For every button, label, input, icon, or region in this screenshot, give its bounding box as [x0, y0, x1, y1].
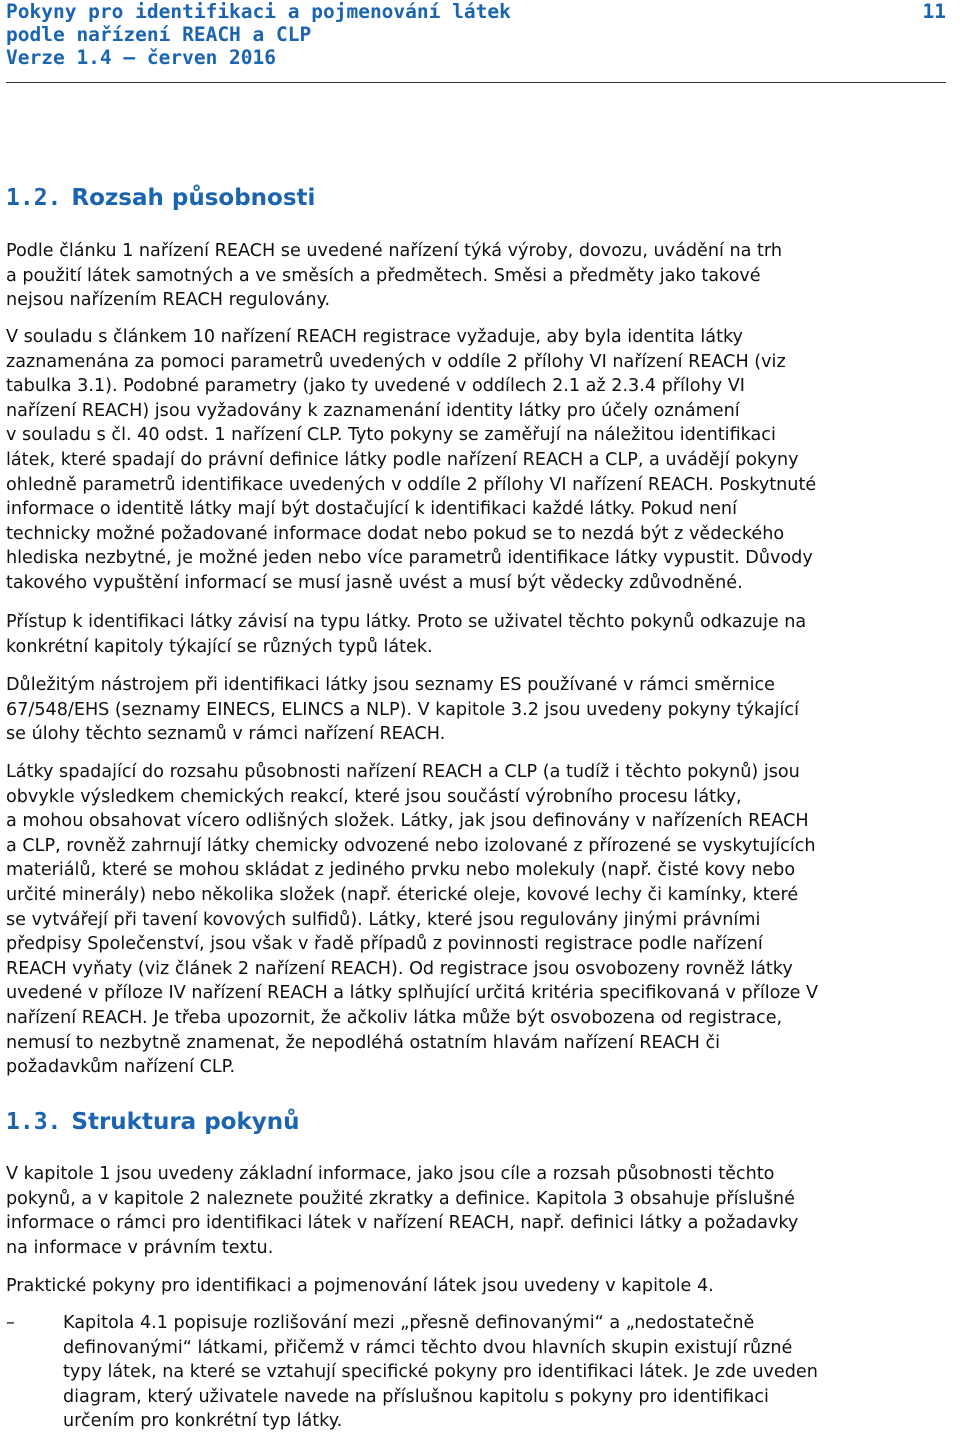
text-line: a použití látek samotných a ve směsích a předmětech. Směsi a předměty jako takové [6, 265, 761, 286]
text-line: se vytvářejí při tavení kovových sulfidů). Látky, které jsou regulovány jinými právními [6, 909, 761, 930]
text-line: se úlohy těchto seznamů v rámci nařízení REACH. [6, 724, 446, 745]
text-line: uvedené v příloze IV nařízení REACH a látky splňující určitá kritéria specifikovaná v příloze V [6, 983, 819, 1004]
text-line: Látky spadající do rozsahu působnosti nařízení REACH a CLP (a tudíž i těchto pokynů) jsou [6, 762, 800, 782]
paragraph-registration [6, 325, 958, 596]
text-line: požadavkům nařízení CLP. [6, 1057, 236, 1078]
text-line: nařízení REACH. Je třeba upozornit, že ačkoliv látka může být osvobozena od registrace, [6, 1007, 783, 1028]
paragraph-ec-lists [6, 673, 958, 747]
text-line: a CLP, rovněž zahrnují látky chemicky odvozené nebo izolované z přírozené se vyskytujících [6, 835, 816, 856]
text-line: na informace v právním textu. [6, 1237, 274, 1258]
paragraph-structure [6, 1162, 958, 1260]
text-line: V souladu s článkem 10 nařízení REACH registrace vyžaduje, aby byla identita látky [6, 327, 743, 347]
header-title: Pokyny pro identifikaci a pojmenování látek [6, 0, 511, 23]
page-header [6, 0, 946, 83]
text-line: ohledně parametrů identifikace uvedených v oddíle 2 přílohy VI nařízení REACH. Poskytnuté [6, 474, 817, 495]
text-line: obvykle výsledkem chemických reakcí, které jsou součástí výrobního procesu látky, [6, 786, 742, 807]
text-line: nemusí to nezbytně znamenat, že nepodléhá ostatním hlavám nařízení REACH či [6, 1032, 721, 1053]
text-line: nejsou nařízením REACH regulovány. [6, 290, 331, 311]
text-line: a mohou obsahovat vícero odlišných složek. Látky, jak jsou definovány v nařízeních REACH [6, 811, 809, 832]
text-line: technicky možné požadované informace dodat nebo pokud se to nezdá být z vědeckého [6, 523, 785, 544]
text-line: předpisy Společenství, jsou však v řadě případů z povinnosti registrace podle nařízení [6, 934, 763, 955]
text-line: informace o identitě látky mají být dostačující k identifikaci každé látky. Pokud není [6, 499, 737, 520]
section-heading-1-3 [6, 1107, 300, 1137]
list-item [63, 1311, 818, 1434]
list-dash: – [6, 1313, 15, 1333]
section-number: 1.3. [6, 1109, 62, 1135]
page-number: 11 [922, 0, 946, 23]
text-line: Kapitola 4.1 popisuje rozlišování mezi „přesně definovanými“ a „nedostatečně [63, 1313, 755, 1333]
section-title: Rozsah působnosti [71, 185, 316, 211]
text-line: Přístup k identifikaci látky závisí na typu látky. Proto se uživatel těchto pokynů odkazuje na [6, 612, 807, 632]
section-number: 1.2. [6, 185, 62, 211]
text-line: Podle článku 1 nařízení REACH se uvedené nařízení týká výroby, dovozu, uvádění na trh [6, 241, 782, 261]
text-line: konkrétní kapitoly týkající se různých typů látek. [6, 636, 433, 657]
text-line: materiálů, které se mohou skládat z jediného prvku nebo molekuly (např. čisté kovy nebo [6, 860, 796, 881]
text-line: v souladu s čl. 40 odst. 1 nařízení CLP. Tyto pokyny se zaměřují na náležitou identifikaci [6, 425, 776, 446]
header-version: Verze 1.4 – červen 2016 [6, 46, 277, 69]
text-line: REACH vyňaty (viz článek 2 nařízení REACH). Od registrace jsou osvobozeny rovněž látky [6, 958, 793, 979]
text-line: 67/548/EHS (seznamy EINECS, ELINCS a NLP). V kapitole 3.2 jsou uvedeny pokyny týkající [6, 699, 799, 720]
text-line: určením pro konkrétní typ látky. [63, 1411, 343, 1432]
text-line: diagram, který uživatele navede na příslušnou kapitolu s pokyny pro identifikaci [63, 1386, 769, 1407]
text-line: určité minerály) nebo několika složek (např. éterické oleje, kovové lechy či kamínky, které [6, 884, 799, 905]
text-line: V kapitole 1 jsou uvedeny základní informace, jako jsou cíle a rozsah působnosti těchto [6, 1164, 775, 1184]
text-line: tabulka 3.1). Podobné parametry (jako ty uvedené v oddílech 2.1 až 2.3.4 přílohy VI [6, 376, 745, 397]
paragraph-substances [6, 760, 958, 1080]
text-line: zaznamenána za pomoci parametrů uvedených v oddíle 2 přílohy VI nařízení REACH (viz [6, 351, 786, 372]
text-line: definovanými“ látkami, přičemž v rámci těchto dvou hlavních skupin existují různé [63, 1337, 793, 1358]
section-heading-1-2 [6, 183, 315, 213]
paragraph-scope [6, 239, 958, 313]
text-line: nařízení REACH) jsou vyžadovány k zaznamenání identity látky pro účely oznámení [6, 400, 740, 421]
text-line: Důležitým nástrojem při identifikaci látky jsou seznamy ES používané v rámci směrnice [6, 675, 775, 695]
text-line: takového vypuštění informací se musí jasně uvést a musí být vědecky zdůvodněné. [6, 572, 743, 593]
header-subtitle: podle nařízení REACH a CLP [6, 23, 312, 46]
text-line: Praktické pokyny pro identifikaci a pojmenování látek jsou uvedeny v kapitole 4. [6, 1276, 714, 1296]
text-line: informace o rámci pro identifikaci látek v nařízení REACH, např. definici látky a požadavky [6, 1213, 799, 1234]
text-line: hlediska nezbytné, je možné jeden nebo více parametrů identifikace látky vypustit. Důvody [6, 548, 813, 569]
text-line: typy látek, na které se vztahují specifické pokyny pro identifikaci látek. Je zde uveden [63, 1362, 818, 1383]
text-line: látek, které spadají do právní definice látky podle nařízení REACH a CLP, a uvádějí pokyny [6, 449, 799, 470]
paragraph-practical [6, 1274, 958, 1299]
section-title: Struktura pokynů [71, 1109, 300, 1135]
paragraph-approach [6, 610, 958, 659]
text-line: pokynů, a v kapitole 2 naleznete použité zkratky a definice. Kapitola 3 obsahuje příslušné [6, 1188, 795, 1209]
